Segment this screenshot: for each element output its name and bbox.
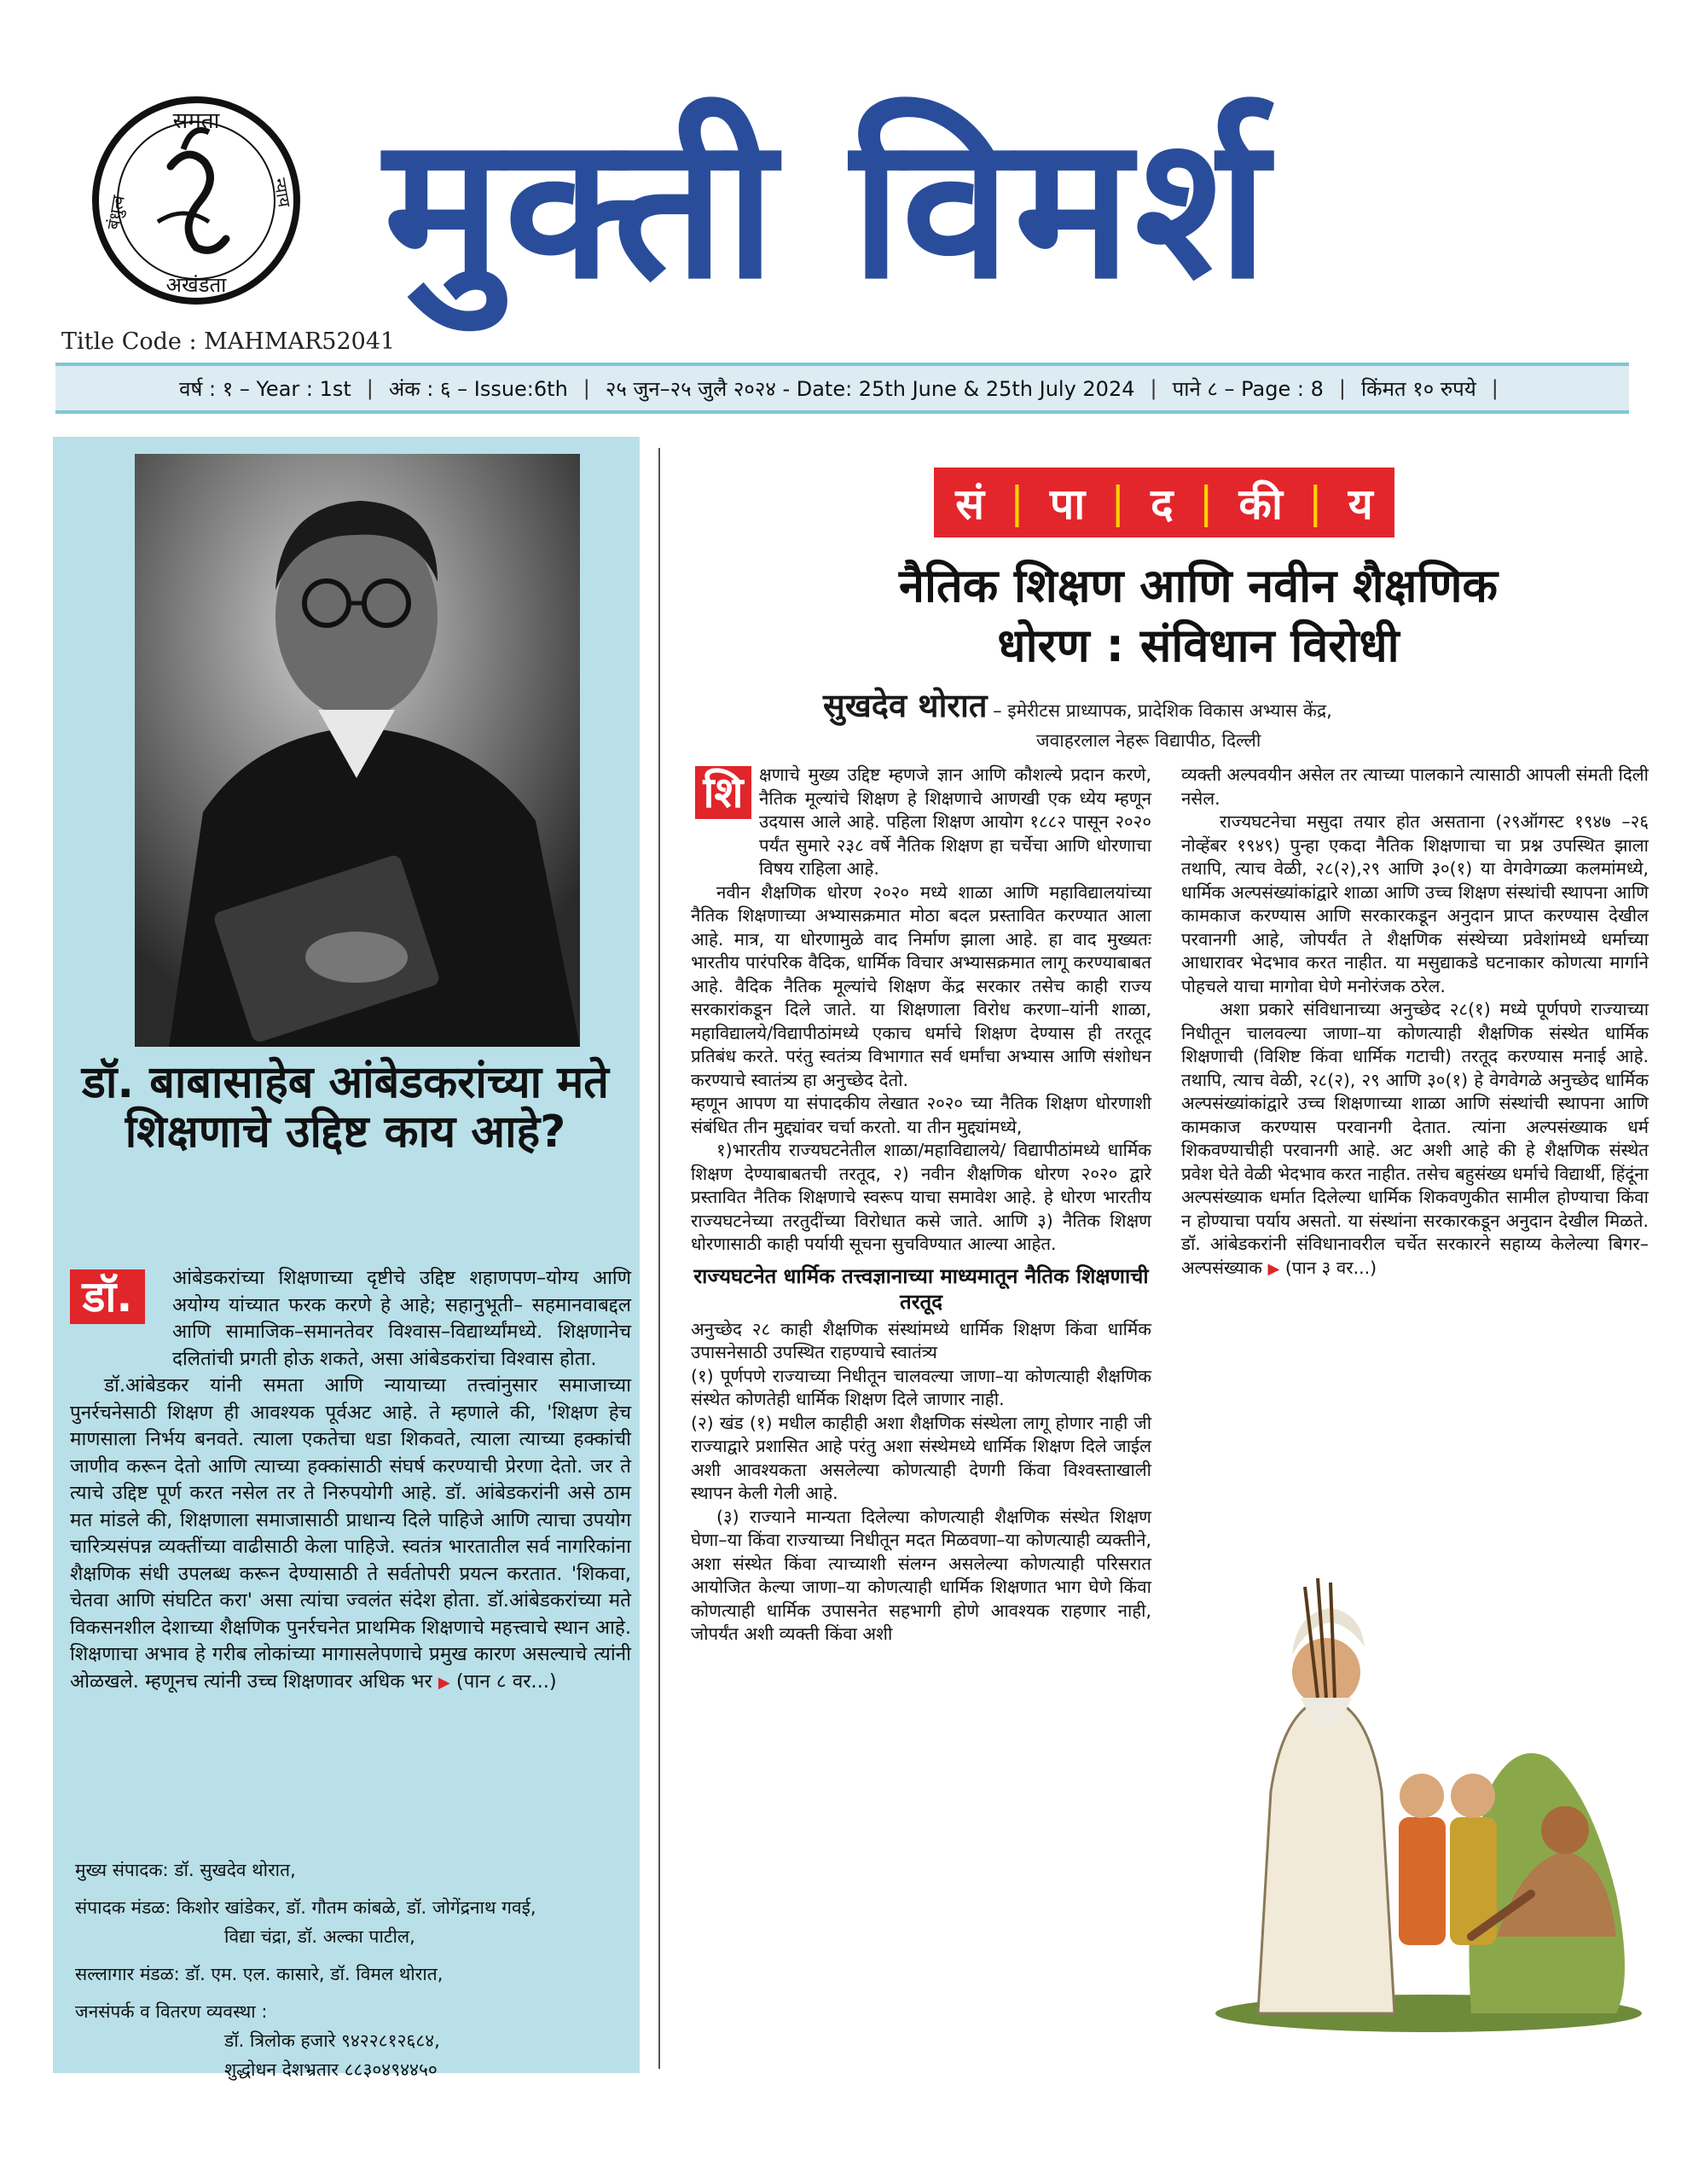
title-code: Title Code : MAHMAR52041	[61, 328, 396, 355]
author-affiliation-2: जवाहरलाल नेहरू विद्यापीठ, दिल्ली	[1036, 730, 1261, 751]
board-label: संपादक मंडळ:	[75, 1897, 171, 1918]
ed-para-6: (१) पूर्णपणे राज्याच्या निधीतून चालवल्या जाणा–या कोणत्याही शैक्षणिक संस्थेत कोणतेही धार्मिक शिक्षण दिले जाणार नाही.	[691, 1365, 1151, 1409]
ambedkar-portrait-photo	[135, 454, 580, 1047]
ed-para-5: अनुच्छेद २८ काही शैक्षणिक संस्थांमध्ये धार्मिक शिक्षण किंवा धार्मिक उपासनेसाठी उपस्थित राहण्याचे स्वातंत्र्य	[691, 1318, 1151, 1362]
ed-para-11: अशा प्रकारे संविधानाच्या अनुच्छेद २८(१) मध्ये पूर्णपणे राज्याच्या निधीतून चालवल्या जाणा–या कोणत्याही शैक्षणिक संस्थेत धार्मिक शिक्षणाची (विशिष्ट किंवा धार्मिक गटाची) तरतूद करण्यास मनाई आहे. तथापि, त्याच वेळी, २८(२), २९ आणि ३०(१) हे वेगवेगळे अनुच्छेद धार्मिक अल्पसंख्यांकांद्वारे उच्च शिक्षणाच्या शाळा आणि संस्थांची स्थापना आणि कामकाज करण्यास परवानगी देतात. त्यांना अल्पसंख्याक धर्म शिकवण्याचीही परवानगी आहे. अट अशी आहे की हे शैक्षणिक संस्थेत प्रवेश घेते वेळी भेदभाव करत नाहीत. तसेच बहुसंख्य धर्माचे विद्यार्थी, हिंदूंना अल्पसंख्याक धर्मात दिलेल्या धार्मिक शिकवणुकीत सामील होण्याचा किंवा न होण्याचा पर्याय असतो. या संस्थांना सरकारकडून अनुदान देखील मिळते. डॉ. आंबेडकरांनी संविधानावरील चर्चेत सरकारने सहाय्य केलेल्या बिगर–अल्पसंख्याक	[1181, 999, 1649, 1278]
board-members-1: किशोर खांडेकर, डॉ. गौतम कांबळे, डॉ. जोगेंद्रनाथ गवई,	[177, 1897, 536, 1918]
samata-logo	[90, 94, 303, 307]
pr-contact-1: डॉ. त्रिलोक हजारे ९४२२८१२६८४,	[224, 2030, 440, 2051]
date-info: २५ जुन–२५ जुलै २०२४ - Date: 25th June & 25th July 2024	[605, 376, 1135, 401]
newspaper-title: मुक्ती विमर्श	[384, 95, 1272, 322]
page-info: पाने ८ – Page : 8	[1172, 376, 1324, 401]
continue-arrow-icon: ▶	[438, 1673, 450, 1692]
continue-arrow-icon: ▶	[1267, 1259, 1280, 1278]
banner-letter-3: द	[1151, 479, 1174, 529]
left-para-2: डॉ.आंबेडकर यांनी समता आणि न्यायाच्या तत्त्वांनुसार समाजाच्या पुनर्रचनेसाठी शिक्षण ही आवश्यक पूर्वअट आहे. ते म्हणाले की, 'शिक्षण हेच माणसाला निर्भय बनवते. त्याला एकतेचा धडा शिकवते, त्याला त्याच्या हक्कांची जाणीव करून देतो आणि त्याच्या हक्कांसाठी संघर्ष करण्याची प्रेरणा देतो. जर ते त्याचे उद्दिष्ट पूर्ण करत नसेल तर ते निरुपयोगी आहे. डॉ. आंबेडकरांनी असे ठाम मत मांडले की, शिक्षणाला समाजासाठी प्राधान्य दिले पाहिजे आणि त्याचा उपयोग चारित्र्यसंपन्न व्यक्तींच्या वाढीसाठी केला पाहिजे. स्वतंत्र भारतातील सर्व नागरिकांना शैक्षणिक संधी उपलब्ध करून देण्यासाठी ते सर्वतोपरी प्रयत्न करतात. 'शिकवा, चेतवा आणि संघटित करा' असा त्यांचा ज्वलंत संदेश होता. डॉ.आंबेडकरांच्या मते विकसनशील देशाच्या शैक्षणिक पुनर्रचनेत प्राथमिक शिक्षणाचे महत्त्वाचे स्थान आहे. शिक्षणाचा अभाव हे गरीब लोकांच्या मागासलेपणाचे प्रमुख कारण असल्याचे त्यांनी ओळखले. म्हणूनच त्यांनी उच्च शिक्षणावर अधिक भर	[70, 1374, 631, 1693]
chief-editor-label: मुख्य संपादक:	[75, 1860, 169, 1880]
eklavya-illustration	[1190, 1536, 1655, 2039]
left-article-heading: डॉ. बाबासाहेब आंबेडकरांच्या मते शिक्षणाचे उद्दिष्ट काय आहे?	[82, 1057, 609, 1158]
left-article-body	[70, 1265, 631, 1696]
left-continued-link[interactable]: (पान ८ वर...)	[455, 1670, 557, 1693]
logo-right-text: न्याय	[270, 176, 295, 209]
year-info: वर्ष : १ – Year : 1st	[179, 376, 351, 401]
editorial-column-2	[1181, 764, 1649, 1281]
ed-para-10: राज्यघटनेचा मसुदा तयार होत असताना (२९ऑगस्ट १९४७ –२६ नोव्हेंबर १९४९) पुन्हा एकदा नैतिक शिक्षणाचा चा प्रश्न उपस्थित झाला तथापि, त्याच वेळी, २८(२),२९ आणि ३०(१) या वेगवेगळ्या कलमांमध्ये, धार्मिक अल्पसंख्यांकांद्वारे शाळा आणि उच्च शिक्षण संस्थांची स्थापना आणि कामकाज करण्यास आणि सरकारकडून अनुदान प्राप्त करण्यास देखील परवानगी आहे, जोपर्यंत ते शैक्षणिक संस्थेच्या प्रवेशांमध्ये धर्माच्या आधारावर भेदभाव करत नाहीत. या मसुद्याकडे घटनाकार कोणत्या मार्गाने पोहचले याचा मागोवा घेणे मनोरंजक ठरेल.	[1181, 811, 1649, 996]
editorial-column-1	[691, 764, 1151, 1647]
logo-bottom-text: अखंडता	[165, 273, 227, 297]
headline-line-1: नैतिक शिक्षण आणि नवीन शैक्षणिक	[899, 559, 1498, 613]
issue-info: अंक : ६ – Issue:6th	[388, 376, 568, 401]
author-byline	[823, 682, 1574, 752]
editorial-banner: सं | पा | द | की | य	[934, 468, 1394, 537]
ed-para-9: व्यक्ती अल्पवयीन असेल तर त्याच्या पालकाने त्यासाठी आपली संमती दिली नसेल.	[1181, 764, 1649, 809]
left-dropcap: डॉ.	[70, 1269, 145, 1324]
issue-info-bar: वर्ष : १ – Year : 1st | अंक : ६ – Issue:6th | २५ जुन–२५ जुलै २०२४ - Date: 25th June & 25th July 2024 | पाने ८ – Page : 8 | किंमत १० रुपये |	[55, 363, 1629, 414]
author-name: सुखदेव थोरात	[823, 687, 988, 724]
headline-line-2: धोरण : संविधान विरोधी	[997, 619, 1400, 672]
editorial-credits	[75, 1856, 629, 2084]
logo-top-text: समता	[172, 108, 220, 134]
ed-para-1: क्षणाचे मुख्य उद्दिष्ट म्हणजे ज्ञान आणि कौशल्ये प्रदान करणे, नैतिक मूल्यांचे शिक्षण हे शिक्षणाचे आणखी एक ध्येय म्हणून उदयास आले आहे. पहिला शिक्षण आयोग १८८२ पासून २०२० पर्यंत सुमारे २३८ वर्षे नैतिक शिक्षण हा चर्चेचा आणि धोरणाचा विषय राहिला आहे.	[759, 764, 1151, 879]
advisory-label: सल्लागार मंडळ:	[75, 1964, 180, 1984]
pr-label: जनसंपर्क व वितरण व्यवस्था :	[75, 2001, 268, 2022]
editorial-headline	[716, 556, 1680, 676]
banner-letter-5: य	[1348, 479, 1373, 529]
price-info: किंमत १० रुपये	[1360, 376, 1476, 401]
board-members-2: विद्या चंद्रा, डॉ. अल्का पाटील,	[224, 1926, 415, 1947]
ed-para-8: (३) राज्याने मान्यता दिलेल्या कोणत्याही शैक्षणिक संस्थेत शिक्षण घेणा–या किंवा राज्याच्या निधीतून मदत मिळवणा–या कोणत्याही व्यक्तीने, अशा संस्थेत किंवा त्याच्याशी संलग्न असलेल्या कोणत्याही परिसरात आयोजित केल्या जाणा–या कोणत्याही धार्मिक शिक्षणात भाग घेणे किंवा कोणत्याही धार्मिक उपासनेत सहभागी होणे आवश्यक राहणार नाही, जोपर्यंत अशी व्यक्ती किंवा अशी	[691, 1506, 1151, 1644]
editorial-dropcap: शि	[695, 766, 751, 819]
ed-para-3: म्हणून आपण या संपादकीय लेखात २०२० च्या नैतिक शिक्षण धोरणाशी संबंधित तीन मुद्द्यांवर चर्चा करतो. या तीन मुद्द्यांमध्ये,	[691, 1093, 1151, 1137]
ed-subheading: राज्यघटनेत धार्मिक तत्त्वज्ञानाच्या माध्यमातून नैतिक शिक्षणाची तरतूद	[693, 1263, 1149, 1314]
logo-left-text: बंधुत्व	[102, 194, 129, 231]
left-para-1: आंबेडकरांच्या शिक्षणाच्या दृष्टीचे उद्दिष्ट शहाणपण–योग्य आणि अयोग्य यांच्यात फरक करणे हे आहे; सहानुभूती– सहमानवाबद्दल आणि सामाजिक–समानतेवर विश्वास–विद्यार्थ्यांमध्ये. शिक्षणानेच दलितांची प्रगती होऊ शकते, असा आंबेडकरांचा विश्वास होता.	[172, 1267, 631, 1370]
editorial-continued-link[interactable]: (पान ३ वर...)	[1284, 1257, 1377, 1278]
banner-letter-1: सं	[955, 479, 985, 529]
chief-editor: डॉ. सुखदेव थोरात,	[174, 1860, 296, 1880]
banner-letter-4: की	[1238, 479, 1283, 529]
ed-para-2: नवीन शैक्षणिक धोरण २०२० मध्ये शाळा आणि महाविद्यालयांच्या नैतिक शिक्षणाच्या अभ्यासक्रमात मोठा बदल प्रस्तावित करण्यात आला आहे. मात्र, या धोरणामुळे वाद निर्माण झाला आहे. हा वाद मुख्यतः भारतीय पारंपरिक वैदिक, धार्मिक विचार अभ्यासक्रमात लागू करण्याबाबत आहे. वैदिक नैतिक मूल्यांचे शिक्षण केंद्र सरकार तसेच काही राज्य सरकारांकडून दिले जाते. या शिक्षणाला विरोध करणा–यांनी शाळा, महाविद्यालये/विद्यापीठांमध्ये एकाच धर्माचे शिक्षण देण्यास ही तरतूद प्रतिबंध करते. परंतु स्वतंत्र्य विभागात सर्व धर्मांचा अभ्यास आणि संशोधन करण्याचे स्वातंत्र्य हा अनुच्छेद देतो.	[691, 881, 1151, 1090]
ed-para-7: (२) खंड (१) मधील काहीही अशा शैक्षणिक संस्थेला लागू होणार नाही जी राज्याद्वारे प्रशासित आहे परंतु अशा संस्थेमध्ये धार्मिक शिक्षण दिले जाईल अशी आवश्यकता असलेल्या कोणत्याही देणगी किंवा विश्वस्ताखाली स्थापन केली गेली आहे.	[691, 1412, 1151, 1503]
pr-contact-2: शुद्धोधन देशभ्रतार ८८३०४९४४५०	[224, 2059, 438, 2080]
banner-letter-2: पा	[1049, 479, 1086, 529]
ed-para-4: १)भारतीय राज्यघटनेतील शाळा/महाविद्यालये/ विद्यापीठांमध्ये धार्मिक शिक्षण देण्याबाबतची तरतूद, २) नवीन शैक्षणिक धोरण २०२० द्वारे प्रस्तावित नैतिक शिक्षणाचे स्वरूप याचा समावेश आहे. हे धोरण भारतीय राज्यघटनेच्या तरतुदींच्या विरोधात कसे जाते. आणि ३) नैतिक शिक्षण धोरणासाठी काही पर्यायी सूचना सुचविण्यात आल्या आहेत.	[691, 1140, 1151, 1254]
advisory-members: डॉ. एम. एल. कासारे, डॉ. विमल थोरात,	[185, 1964, 443, 1984]
author-affiliation-1: – इमेरीटस प्राध्यापक, प्रादेशिक विकास अभ्यास केंद्र,	[993, 700, 1332, 721]
column-divider	[658, 448, 660, 2069]
